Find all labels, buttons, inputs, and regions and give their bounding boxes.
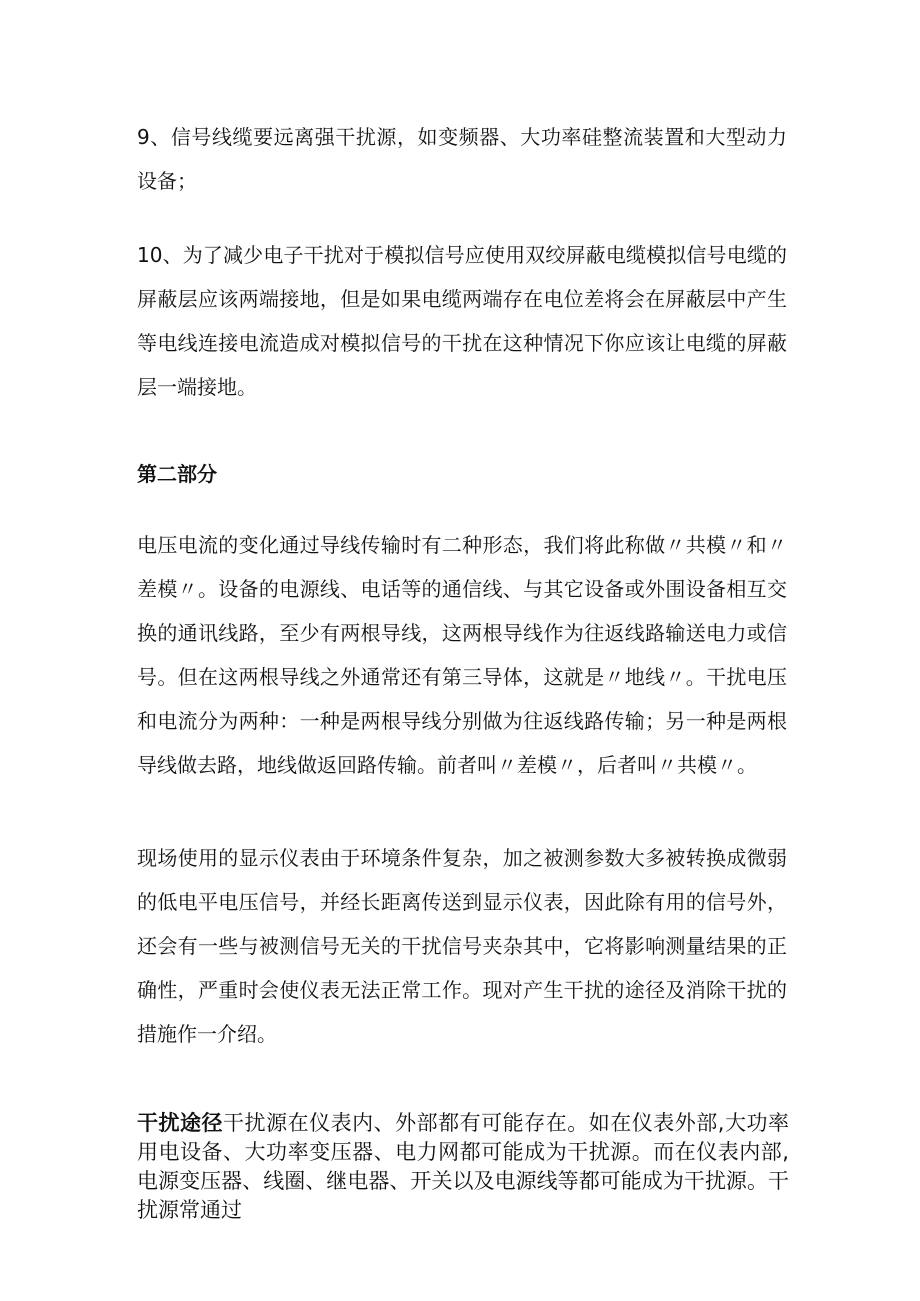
paragraph-common-differential-mode: 电压电流的变化通过导线传输时有二种形态，我们将此称做〃共模〃和〃差模〃。设备的电源线、电话等的通信线、与其它设备或外围设备相互交换的通讯线路，至少有两根导线，这两根导线作为往返线路输送电力或信号。但在这两根导线之外通常还有第三导体，这就是〃地线〃。干扰电压和电流分为两种：一种是两根导线分别做为往返线路传输；另一种是两根导线做去路，地线做返回路传输。前者叫〃差模〃，后者叫〃共模〃。 [137, 533, 787, 777]
interference-path-text: 干扰源在仪表内、外部都有可能存在。如在仪表外部,大功率用电设备、大功率变压器、电力网都可能成为干扰源。而在仪表内部,电源变压器、线圈、继电器、开关以及电源线等都可能成为干扰源。干扰源常通过 [137, 1111, 789, 1222]
section-heading: 第二部分 [137, 462, 217, 486]
paragraph-field-instruments: 现场使用的显示仪表由于环境条件复杂，加之被测参数大多被转换成微弱的低电平电压信号，并经长距离传送到显示仪表，因此除有用的信号外，还会有一些与被测信号无关的干扰信号夹杂其中，它将影响测量结果的正确性，严重时会使仪表无法正常工作。现对产生干扰的途径及消除干扰的措施作一介绍。 [137, 846, 787, 1046]
paragraph-interference-path [137, 1109, 789, 1225]
paragraph-item-9: 9、信号线缆要远离强干扰源，如变频器、大功率硅整流装置和大型动力设备； [137, 125, 787, 193]
interference-path-label: 干扰途径 [137, 1111, 224, 1135]
paragraph-item-10: 10、为了减少电子干扰对于模拟信号应使用双绞屏蔽电缆模拟信号电缆的屏蔽层应该两端接地，但是如果电缆两端存在电位差将会在屏蔽层中产生等电线连接电流造成对模拟信号的干扰在这种情况下你应该让电缆的屏蔽层一端接地。 [137, 243, 787, 399]
